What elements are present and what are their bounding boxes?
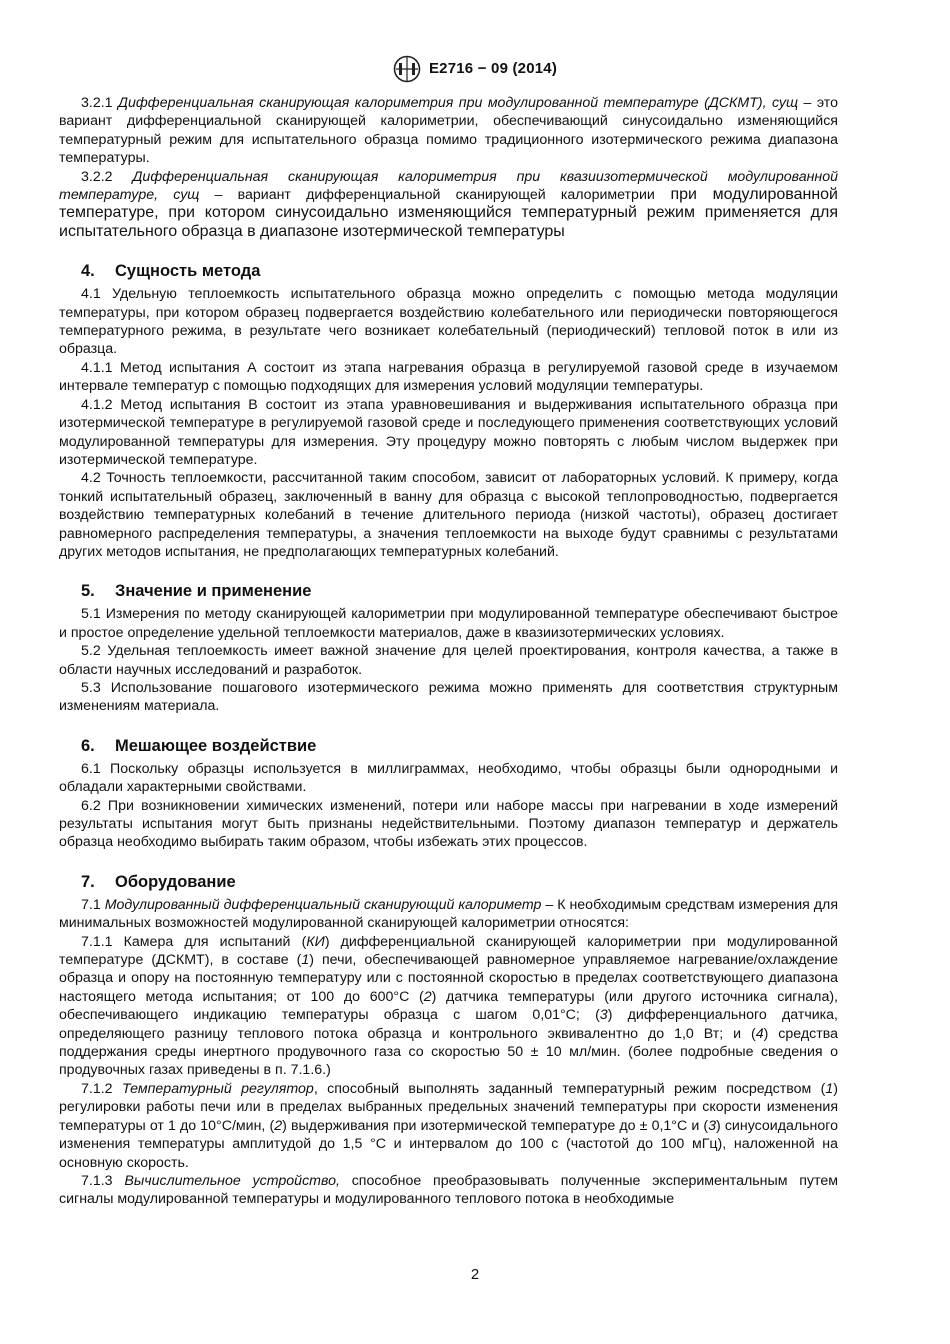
paragraph-5-1: 5.1 Измерения по методу сканирующей калориметрии при модулированной температуре обеспечивают быстрое и простое определение удельной теплоемкости материалов, даже в квазиизотермических условиях. xyxy=(59,606,838,641)
section-heading-6: 6. Мешающее воздействие xyxy=(81,736,317,755)
paragraph-3-2-2: 3.2.2 Дифференциальная сканирующая калориметрия при квазиизотермической модулированной температуре, сущ – вариант дифференциальной сканирующей калориметрии при модулированной температуре, при котором синусоидально изменяющийся температурный режим применяется для испытательного образца в диапазоне изотермической температуры xyxy=(59,168,838,240)
paragraph-7-1-3: 7.1.3 Вычислительное устройство, способное преобразовывать полученные экспериментальным путем сигналы модулированной температуры и модулированного теплового потока в необходимые xyxy=(59,1172,838,1208)
page-number: 2 xyxy=(470,1266,480,1283)
standard-code: E2716 − 09 (2014) xyxy=(428,59,558,77)
term: Температурный регулятор xyxy=(121,1080,314,1097)
section-heading-7: 7. Оборудование xyxy=(81,872,236,891)
paragraph-7-1-2: 7.1.2 Температурный регулятор, способный выполнять заданный температурный режим посредством (1) регулировки работы печи или в пределах выбранных предельных значений температуры при скорости изменения температуры от 1 до 10°С/мин, (2) выдерживания при изотермической температуре до ± 0,1°С и (3) синусоидального изменения температуры амплитудой до 1,5 °С и интервалом до 100 с (частотой до 100 мГц), наложенной на основную скорость. xyxy=(59,1080,839,1171)
paragraph-4-1-1: 4.1.1 Метод испытания А состоит из этапа нагревания образца в регулируемой газовой среде в изучаемом интервале температур с помощью подходящих для измерения условий модуляции температуры. xyxy=(59,359,838,395)
paragraph-5-3: 5.3 Использование пошагового изотермического режима можно применять для соответствия структурным изменениям материала. xyxy=(59,679,838,715)
term: Дифференциальная сканирующая калориметрия при квазиизотермической модулированной температуре, сущ xyxy=(59,168,838,204)
section-heading-4: 4. Сущность метода xyxy=(81,262,261,281)
paragraph-3-2-1: 3.2.1 Дифференциальная сканирующая калориметрия при модулированной температуре (ДСКМТ), сущ – это вариант дифференциальной сканирующей калориметрии, обеспечивающий синусоидально изменяющийся температурный режим для испытательного образца помимо традиционного изотермического режима диапазона температуры. xyxy=(59,95,838,167)
paragraph-7-1-1: 7.1.1 Камера для испытаний (КИ) дифференциальной сканирующей калориметрии при модулированной температуре (ДСКМТ), в составе (1) печи, обеспечивающей равномерное управляемое нагревание/охлаждение образца и опору на постоянную температуру или с постоянной скоростью в пределах соответствующего диапазона настоящего метода испытания; от 100 до 600°С (2) датчика температуры (или другого источника сигнала), обеспечивающего индикацию температуры образца с шагом 0,01°С; (3) дифференциального датчика, определяющего разницу теплового потока образца и контрольного эквивалентно до 1,0 Вт; и (4) средства поддержания среды инертного продувочного газа со скоростью 50 ± 10 мл/мин. (более подробные сведения о продувочных газах приведены в п. 7.1.6.) xyxy=(59,933,839,1079)
document-body xyxy=(59,94,838,1209)
term: Дифференциальная сканирующая калориметрия при модулированной температуре (ДСКМТ), сущ xyxy=(118,95,799,111)
paragraph-7-1: 7.1 Модулированный дифференциальный сканирующий калориметр – К необходимым средствам измерения для минимальных возможностей модулированной сканирующей калориметрии относятся: xyxy=(59,896,839,932)
paragraph-4-2: 4.2 Точность теплоемкости, рассчитанной таким способом, зависит от лабораторных условий. К примеру, когда тонкий испытательный образец, заключенный в ванну для образца с высокой теплопроводностью, подвергается воздействию температурных колебаний в течение длительного периода (низкой частоты), образец достигает равномерного распределения температуры, а значения теплоемкости на выходе будут сравнимы с результатами других методов испытания, не предполагающих температурных колебаний. xyxy=(59,470,838,560)
term: Модулированный дифференциальный сканирующий калориметр xyxy=(104,896,542,913)
paragraph-6-1: 6.1 Поскольку образцы используется в миллиграммах, необходимо, чтобы образцы были однородными и обладали характерными свойствами. xyxy=(59,760,838,796)
paragraph-4-1-2: 4.1.2 Метод испытания В состоит из этапа уравновешивания и выдерживания испытательного образца при изотермической температуре в регулируемой газовой среде и последующего применения соответствующих условий модулированной температуры для измерения. Эту процедуру можно повторять с любым числом выдержек при изотермической температуре. xyxy=(59,396,838,468)
section-heading-5: 5. Значение и применение xyxy=(81,582,312,601)
page-header xyxy=(0,55,950,83)
paragraph-6-2: 6.2 При возникновении химических изменений, потери или наборе массы при нагревании в ходе измерений результаты испытания могут быть признаны недействительными. Поэтому диапазон температур и держатель образца необходимо выбирать таким образом, чтобы избежать этих процессов. xyxy=(59,797,838,851)
paragraph-5-2: 5.2 Удельная теплоемкость имеет важной значение для целей проектирования, контроля качества, а также в области научных исследований и разработок. xyxy=(59,643,838,678)
term: Вычислительное устройство, xyxy=(124,1172,340,1189)
astm-logo-icon xyxy=(393,55,421,83)
paragraph-4-1: 4.1 Удельную теплоемкость испытательного образца можно определить с помощью метода модуляции температуры, при котором образец подвергается воздействию колебательного или периодически повторяющегося температурного режима, в результате чего возникает колебательный (периодический) тепловой поток в или из образца. xyxy=(59,286,838,358)
